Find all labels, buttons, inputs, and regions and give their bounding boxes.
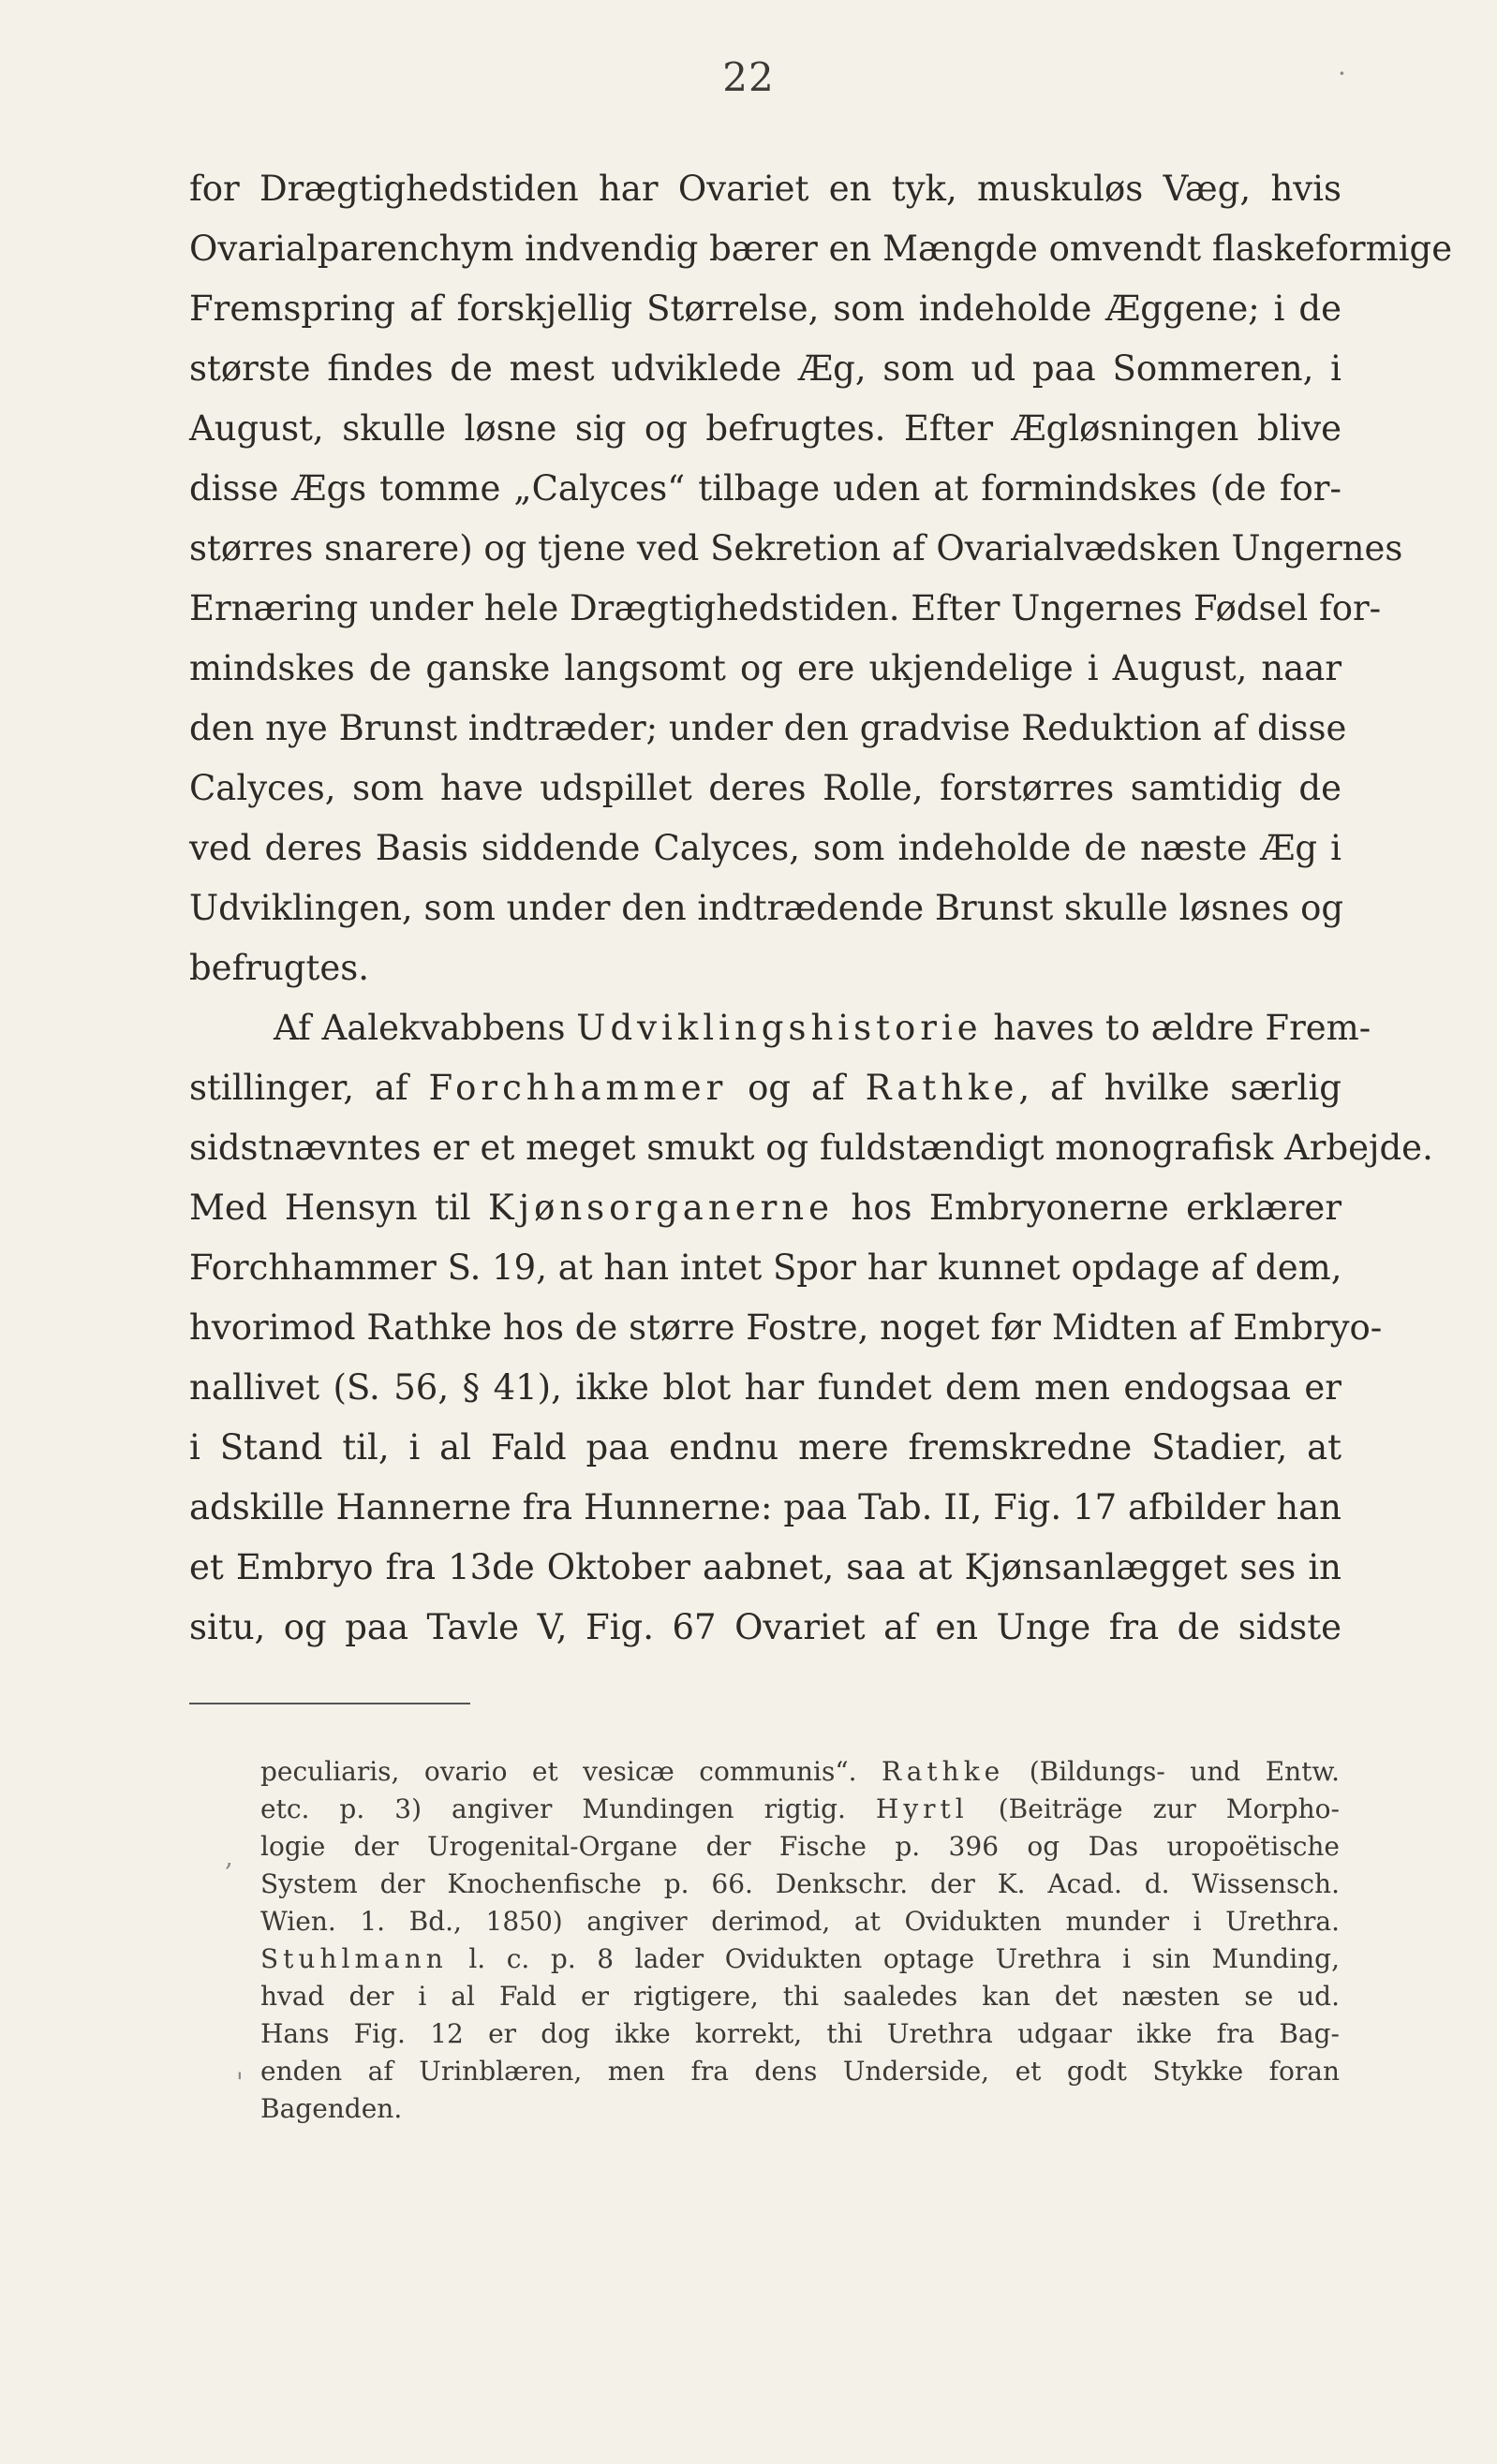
text-line: i Stand til, i al Fald paa endnu mere fremskredne Stadier, at	[189, 1427, 1341, 1468]
text-line: befrugtes.	[189, 948, 369, 988]
text-fragment: hos Embryonerne erklærer	[834, 1188, 1342, 1228]
footnote-line	[260, 1940, 1340, 1978]
footnote-line	[260, 1791, 1340, 1828]
text-fragment: (Beiträge zur Morpho-	[968, 1793, 1340, 1824]
footnote-line	[260, 1753, 1340, 1791]
text-fragment: haves to ældre Frem-	[982, 1008, 1371, 1048]
spaced-term: Rathke	[882, 1756, 1005, 1787]
text-line: nallivet (S. 56, § 41), ikke blot har fundet dem men endogsaa er	[189, 1367, 1341, 1408]
footnote-line: Bagenden.	[260, 2093, 403, 2124]
text-line: Udviklingen, som under den indtrædende Brunst skulle løsnes og	[189, 888, 1344, 928]
text-line: Ernæring under hele Drægtighedstiden. Efter Ungernes Fødsel for-	[189, 588, 1382, 628]
footnote-line: enden af Urinblæren, men fra dens Underside, et godt Stykke foran	[260, 2056, 1340, 2087]
text-line	[189, 998, 1371, 1058]
speck-mark: ,	[225, 1841, 233, 1872]
spaced-term: Udviklingshistorie	[576, 1008, 983, 1048]
text-line: Fremspring af forskjellig Størrelse, som indeholde Æggene; i de	[189, 288, 1341, 329]
text-line: Forchhammer S. 19, at han intet Spor har kunnet opdage af dem,	[189, 1247, 1342, 1288]
text-fragment: , af hvilke særlig	[1018, 1068, 1341, 1108]
text-fragment: stillinger, af	[189, 1068, 429, 1108]
footnote-line: hvad der i al Fald er rigtigere, thi saaledes kan det næsten se ud.	[260, 1981, 1340, 2012]
text-line: største findes de mest udviklede Æg, som ud paa Sommeren, i	[189, 348, 1341, 389]
text-line: adskille Hannerne fra Hunnerne: paa Tab. II, Fig. 17 afbilder han	[189, 1487, 1341, 1527]
footnote-line: logie der Urogenital-Organe der Fische p. 396 og Das uropoëtische	[260, 1831, 1340, 1862]
spaced-term: Kjønsorganerne	[487, 1188, 835, 1228]
text-line: et Embryo fra 13de Oktober aabnet, saa at Kjønsanlægget ses in	[189, 1547, 1341, 1587]
footnote-line: System der Knochenfische p. 66. Denkschr. der K. Acad. d. Wissensch.	[260, 1868, 1340, 1899]
footnote-divider	[189, 1703, 470, 1704]
spaced-term: Hyrtl	[875, 1793, 969, 1824]
text-fragment: l. c. p. 8 lader Ovidukten optage Urethra i sin Munding,	[447, 1943, 1340, 1974]
text-line: Calyces, som have udspillet deres Rolle, forstørres samtidig de	[189, 768, 1341, 808]
text-line: hvorimod Rathke hos de større Fostre, noget før Midten af Embryo-	[189, 1307, 1383, 1348]
text-line: ved deres Basis siddende Calyces, som indeholde de næste Æg i	[189, 828, 1341, 868]
text-line: mindskes de ganske langsomt og ere ukjendelige i August, naar	[189, 648, 1341, 688]
text-line: August, skulle løsne sig og befrugtes. Efter Ægløsningen blive	[189, 408, 1341, 449]
text-fragment: etc. p. 3) angiver Mundingen rigtig.	[260, 1793, 876, 1824]
text-fragment: Med Hensyn til	[189, 1188, 488, 1228]
text-line: for Drægtighedstiden har Ovariet en tyk, muskuløs Væg, hvis	[189, 169, 1341, 209]
speck-mark: '	[236, 2067, 244, 2098]
footnote-line: Hans Fig. 12 er dog ikke korrekt, thi Urethra udgaar ikke fra Bag-	[260, 2018, 1340, 2049]
footnote	[260, 1753, 1340, 2128]
text-fragment: og af	[727, 1068, 866, 1108]
page-number: 22	[722, 54, 775, 100]
text-line: sidstnævntes er et meget smukt og fuldstændigt monografisk Arbejde.	[189, 1128, 1433, 1168]
main-text	[189, 159, 1453, 1658]
text-line: den nye Brunst indtræder; under den gradvise Reduktion af disse	[189, 708, 1347, 748]
spaced-term: Forchhammer	[428, 1068, 728, 1108]
spaced-term: Stuhlmann	[260, 1943, 448, 1974]
text-line	[189, 1178, 1341, 1238]
speck-mark: ·	[1338, 58, 1346, 89]
footnote-line: Wien. 1. Bd., 1850) angiver derimod, at Ovidukten munder i Urethra.	[260, 1906, 1340, 1937]
text-fragment: (Bildungs- und Entw.	[1004, 1756, 1340, 1787]
text-line: disse Ægs tomme „Calyces“ tilbage uden at formindskes (de for-	[189, 468, 1341, 509]
text-fragment: Af Aalekvabbens	[274, 1008, 577, 1048]
text-line	[189, 1058, 1341, 1118]
text-line: Ovarialparenchym indvendig bærer en Mængde omvendt flaskeformige	[189, 229, 1453, 269]
spaced-term: Rathke	[865, 1068, 1019, 1108]
text-line: situ, og paa Tavle V, Fig. 67 Ovariet af en Unge fra de sidste	[189, 1607, 1341, 1647]
text-line: størres snarere) og tjene ved Sekretion af Ovarialvædsken Ungernes	[189, 528, 1403, 568]
text-fragment: peculiaris, ovario et vesicæ communis“.	[260, 1756, 882, 1787]
